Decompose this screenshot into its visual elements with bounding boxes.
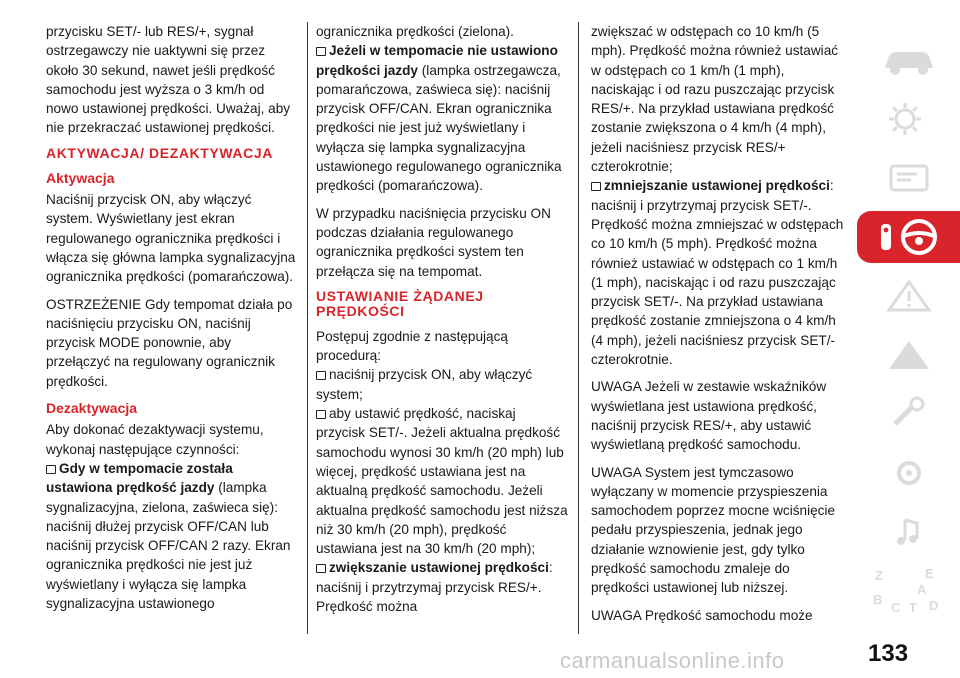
tab-technical[interactable] [857,447,960,499]
bullet-box-icon [316,410,326,419]
tab-safety[interactable] [857,270,960,322]
gear-icon [879,453,939,493]
index-letter: B [872,592,882,607]
steering-wheel-key-icon [869,214,949,260]
triangle-icon [879,335,939,375]
subheading-deactivation: Dezaktywacja [46,400,138,417]
section-heading-activation: AKTYWACJA/ DEZAKTYWACJA [46,144,273,161]
column-3 [591,22,847,633]
bullet-item: naciśnij przycisk ON, aby włączyć system; [316,367,533,402]
bullet-item: Gdy w tempomacie została ustawiona prędkość jazdy (lampka sygnalizacyjna, zielona, zaświeca się): naciśnij dłużej przycisk OFF/CAN lub naciśnij przycisk OFF/CAN 2 razy. Ekran ogranicznika prędkości nie jest już wyświetlany i wyłącza się lampka sygnalizacyjna ustawionego [46,460,291,612]
note-paragraph: UWAGA Prędkość samochodu może [591,607,813,623]
tab-emergency[interactable] [857,329,960,381]
paragraph: Postępuj zgodnie z następującą procedurą: [316,328,508,364]
subheading-activation: Aktywacja [46,169,115,186]
chapter-tabs [857,34,960,624]
bullet-box-icon [316,47,326,56]
note-paragraph: UWAGA Jeżeli w zestawie wskaźników wyświetlana jest ustawiona prędkość, naciśnij przycisk RES/+, aby ustawić wyświetlaną prędkość samochodu. [591,379,827,453]
index-letter: E [924,566,934,581]
tab-info-display[interactable] [857,152,960,204]
page-number: 133 [868,640,909,667]
bullet-box-icon [316,564,326,573]
index-letter: T [908,600,917,615]
wrench-icon [879,394,939,434]
bullet-box-icon [46,465,56,474]
note-paragraph: UWAGA System jest tymczasowo wyłączany w momencie przyspieszenia samochodem poprzez mocne wciśnięcie pedału przyspieszenia, jednak jego działanie wznowienie jest, gdy tylko prędkość samochodu zmaleje do prędkości ustawionej lub niższej. [591,464,836,596]
column-2 [316,22,568,624]
tab-driving[interactable] [857,211,960,263]
paragraph: Naciśnij przycisk ON, aby włączyć system. Wyświetlany jest ekran regulowanego ogranicznika prędkości i włącza się główna lampka sygnalizacyjna ogranicznika prędkości (pomarańczowa). [46,192,296,285]
bullet-item: zwiększanie ustawionej prędkości: naciśnij i przytrzymaj przycisk RES/+. Prędkość można [316,560,553,615]
paragraph: ogranicznika prędkości (zielona). [316,24,514,39]
paragraph: Aby dokonać dezaktywacji systemu, wykonaj następujące czynności: [46,422,264,457]
column-divider [578,22,579,634]
bullet-box-icon [316,371,326,380]
paragraph: W przypadku naciśnięcia przycisku ON podczas działania regulowanego ogranicznika prędkości system ten przełącza się na tempomat. [316,205,551,279]
paragraph: przycisku SET/- lub RES/+, sygnał ostrzegawczy nie uaktywni się przez około 30 sekund, nawet jeśli prędkość samochodu jest wyższa o 3 km/h od nowo ustawionej prędkości. Uważaj, aby nie przekraczać ustawionej prędkości. [46,24,291,136]
display-icon [879,158,939,198]
bullet-item: Jeżeli w tempomacie nie ustawiono prędkości jazdy (lampka ostrzegawcza, pomarańczowa, zaświeca się): naciśnij przycisk OFF/CAN. Ekran ogranicznika prędkości nie jest już wyświetlany i wyłącza się lampka sygnalizacyjna ustawionego regulowanego ogranicznika prędkości (pomarańczowa). [316,43,562,194]
warning-paragraph: OSTRZEŻENIE Gdy tempomat działa po naciśnięciu przycisku ON, naciśnij przycisk MODE ponownie, aby przełączyć na regulowany ogranicznik prędkości. [46,296,293,389]
index-letters-icon [869,566,949,616]
watermark: carmanualsonline.info [560,648,785,673]
dashboard-light-icon [879,99,939,139]
bullet-item: zmniejszanie ustawionej prędkości: naciśnij i przytrzymaj przycisk SET/-. Prędkość można zmniejszać w odstępach co 10 km/h (5 mph). Prędkość można również ustawiać w odstępach co 1 km/h (1 mph), naciskając i od razu puszczając przycisk SET/-. Na przykład ustawiana prędkość zostanie zmniejszona o 4 km/h (4 mph), jeżeli naciśniesz przycisk SET/- czterokrotnie. [591,178,844,368]
tab-index[interactable] [857,565,960,617]
bullet-box-icon [591,182,601,191]
tab-multimedia[interactable] [857,506,960,558]
tab-lights-dashboard[interactable] [857,93,960,145]
paragraph: zwiększać w odstępach co 10 km/h (5 mph). Prędkość można również ustawiać w odstępach co 1 km/h (1 mph), naciskając i od razu puszczając przycisk RES/+. Na przykład ustawiana prędkość zostanie zwiększona o 4 km/h (4 mph), jeżeli naciśniesz przycisk RES/+ czterokrotnie; [591,24,839,175]
music-note-icon [879,512,939,552]
index-letter: D [928,598,938,613]
index-letter: C [890,600,900,615]
index-letter: Z [874,568,883,583]
column-divider [307,22,308,634]
section-heading-setting-speed: USTAWIANIE ŻĄDANEJ PRĘDKOŚCI [316,287,484,319]
column-1 [46,22,299,621]
index-letter: A [916,582,926,597]
bullet-item: aby ustawić prędkość, naciskaj przycisk SET/-. Jeżeli aktualna prędkość samochodu wynosi 30 km/h (20 mph) lub więcej, prędkość ustawiana jest na aktualną prędkość samochodu. Jeżeli aktualna prędkość samochodu jest niższa niż 30 km/h (20 mph), prędkość ustawiana jest na 30 km/h (20 mph); [316,406,568,557]
tab-maintenance[interactable] [857,388,960,440]
warning-triangle-icon [879,276,939,316]
tab-car-overview[interactable] [857,34,960,86]
car-icon [879,42,939,78]
